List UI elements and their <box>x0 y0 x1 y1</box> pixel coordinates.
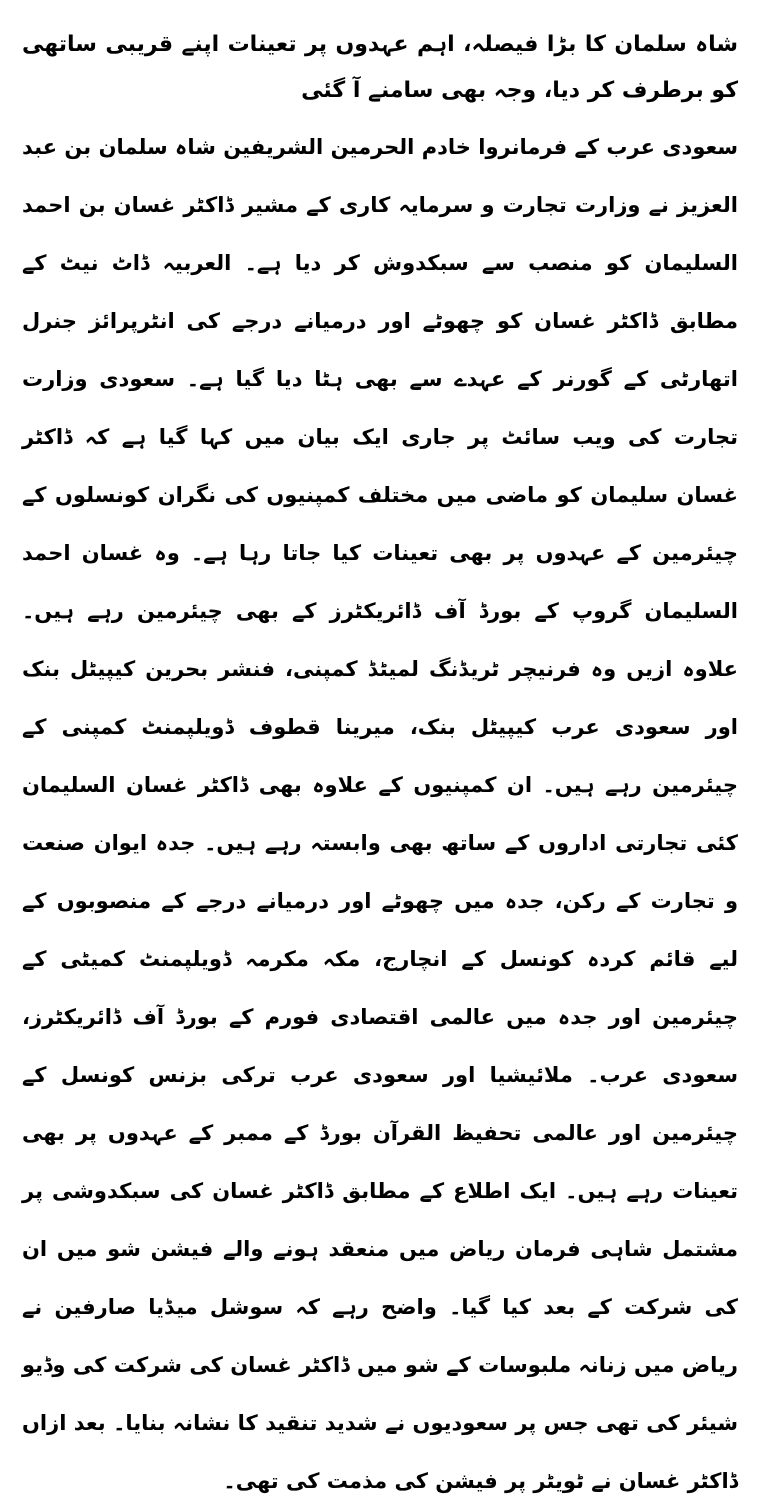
article-body: سعودی عرب کے فرمانروا خادم الحرمین الشریفین شاہ سلمان بن عبد العزیز نے وزارت تجارت و سرمایہ کاری کے مشیر ڈاکٹر غسان بن احمد السلیمان کو منصب سے سبکدوش کر دیا ہے۔ العربیہ ڈاٹ نیٹ کے مطابق ڈاکٹر غسان کو چھوٹے اور درمیانے درجے کی انٹرپرائز جنرل اتھارٹی کے گورنر کے عہدے سے بھی ہٹا دیا گیا ہے۔ سعودی وزارت تجارت کی ویب سائٹ پر جاری ایک بیان میں کہا گیا ہے کہ ڈاکٹر غسان سلیمان کو ماضی میں مختلف کمپنیوں کی نگران کونسلوں کے چیئرمین کے عہدوں پر بھی تعینات کیا جاتا رہا ہے۔ وہ غسان احمد السلیمان گروپ کے بورڈ آف ڈائریکٹرز کے بھی چیئرمین رہے ہیں۔ علاوہ ازیں وہ فرنیچر ٹریڈنگ لمیٹڈ کمپنی، فنشر بحرین کیپیٹل بنک اور سعودی عرب کیپیٹل بنک، میرینا قطوف ڈویلپمنٹ کمپنی کے چیئرمین رہے ہیں۔ ان کمپنیوں کے علاوہ بھی ڈاکٹر غسان السلیمان کئی تجارتی اداروں کے ساتھ بھی وابستہ رہے ہیں۔ جدہ ایوان صنعت و تجارت کے رکن، جدہ میں چھوٹے اور درمیانے درجے کے منصوبوں کے لیے قائم کردہ کونسل کے انچارج، مکہ مکرمہ ڈویلپمنٹ کمیٹی کے چیئرمین اور جدہ میں عالمی اقتصادی فورم کے بورڈ آف ڈائریکٹرز، سعودی عرب۔ ملائیشیا اور سعودی عرب ترکی بزنس کونسل کے چیئرمین اور عالمی تحفیظ القرآن بورڈ کے ممبر کے عہدوں پر بھی تعینات رہے ہیں۔ ایک اطلاع کے مطابق ڈاکٹر غسان کی سبکدوشی پر مشتمل شاہی فرمان ریاض میں منعقد ہونے والے فیشن شو میں ان کی شرکت کے بعد کیا گیا۔ واضح رہے کہ سوشل میڈیا صارفین نے ریاض میں زنانہ ملبوسات کے شو میں ڈاکٹر غسان کی شرکت کی وڈیو شیئر کی تھی جس پر سعودیوں نے شدید تنقید کا نشانہ بنایا۔ بعد ازاں ڈاکٹر غسان نے ٹویٹر پر فیشن کی مذمت کی تھی۔ <box>22 135 738 1493</box>
article-headline: شاہ سلمان کا بڑا فیصلہ، اہم عہدوں پر تعینات اپنے قریبی ساتھی کو برطرف کر دیا، وجہ بھی سامنے آ گئی <box>22 32 738 103</box>
